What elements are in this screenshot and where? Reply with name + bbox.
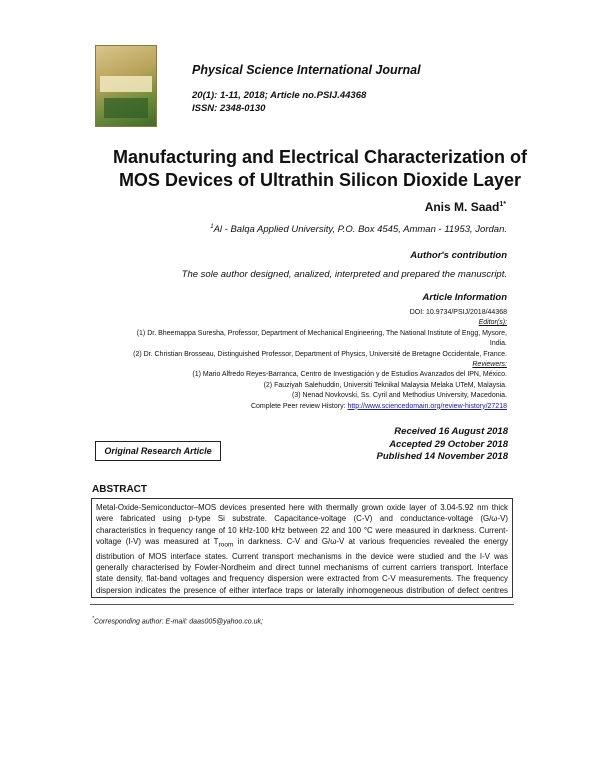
abstract-part: Metal-Oxide-Semiconductor–MOS devices presented here with thermally grown oxide layer of 3.04-5.92 nm thick were fabricated using p-type Si substrate. Capacitance-voltage (C-V) and conductance-voltage (G/ω-V) characteristics in frequency range of 10 kHz-100 kHz between 22 and 100 °C were measured in darkness. Current-voltage (I-V) was measured at <box>96 503 508 546</box>
received-date: Received 16 August 2018 <box>394 426 508 437</box>
article-dates <box>377 426 508 464</box>
affiliation-text: Al - Balqa Applied University, P.O. Box 4545, Amman - 11953, Jordan. <box>213 224 507 236</box>
abstract-heading: ABSTRACT <box>92 484 147 495</box>
article-info-heading: Article Information <box>422 292 507 303</box>
review-history <box>87 402 507 412</box>
abstract-part <box>141 597 413 598</box>
title-line-2: MOS Devices of Ultrathin Silicon Dioxide Layer <box>118 170 522 190</box>
footnote-text: Corresponding author: E-mail: daas005@yahoo.co.uk; <box>93 618 263 626</box>
issn-line: ISSN: 2348-0130 <box>192 103 266 114</box>
affiliation <box>210 224 507 235</box>
author <box>425 200 506 214</box>
journal-cover-thumbnail <box>95 45 157 127</box>
abstract-box <box>91 498 513 598</box>
article-type-badge: Original Research Article <box>95 441 221 461</box>
review-history-link[interactable]: http://www.sciencedomain.org/review-history/27218 <box>347 402 507 410</box>
contribution-text: The sole author designed, analized, interpreted and prepared the manuscript. <box>181 269 507 280</box>
title-line-1: Manufacturing and Electrical Characterization of <box>112 147 528 167</box>
volume-line: 20(1): 1-11, 2018; Article no.PSIJ.44368 <box>192 90 367 101</box>
abstract-part <box>96 597 508 598</box>
cover-image-band <box>104 98 148 118</box>
editor-1-cont: India. <box>489 340 507 348</box>
editor-1: (1) Dr. Bheemappa Suresha, Professor, Department of Mechanical Engineering, The National Institute of Engg, Mysore, <box>136 329 507 337</box>
contribution-heading: Author's contribution <box>410 250 507 261</box>
footnote <box>92 616 263 625</box>
footnote-divider <box>90 604 514 605</box>
review-history-label: Complete Peer review History: <box>250 402 348 410</box>
editor-2: (2) Dr. Christian Brosseau, Distinguished Professor, Department of Physics, Université de Bretagne Occidentale, France. <box>133 350 507 358</box>
cover-title-band <box>100 76 152 92</box>
published-date: Published 14 November 2018 <box>376 451 508 462</box>
footnote-marker: * <box>92 616 94 622</box>
journal-meta <box>192 89 366 115</box>
abstract-sub: room <box>218 541 234 549</box>
author-name: Anis M. Saad <box>424 200 500 214</box>
accepted-date: Accepted 29 October 2018 <box>389 438 508 450</box>
author-marker: 1* <box>499 201 506 208</box>
abstract-part: in darkness. C-V and G/ω-V at various frequencies revealed the energy distribution of MOS interface states. Current transport mechanisms in the device were studied and the I-V was generally characterised by Fowler-Nordheim and direct tunnel mechanisms of current carriers transport. Interface state density, flat-band voltages and frequency dispersion were extracted from C-V measurements. The frequency dispersion indicates the presence of either interface traps or laterally inhomogeneous distribution of defect centres <box>96 536 508 595</box>
abstract-text: Metal-Oxide-Semiconductor–MOS devices presented here with thermally grown oxide layer of 3.04-5.92 nm thick were fabricated using p-type Si substrate. Capacitance-voltage (C-V) and conductance-voltage (G/ω-V) characteristics in frequency range of 10 kHz-100 kHz between 22 and 100 °C were measured in darkness. Current-voltage (I-V) was measured at $T_{room}$ in darkness. C-V and G/ω-V at various frequencies revealed the energy distribution of MOS interface states. Current transport mechanisms in the device were studied and the I-V was generally characterised by Fowler-Nordheim and direct tunnel mechanisms of current carriers transport. Interface state density, flat-band voltages and frequency dispersion were extracted from C-V measurements. The frequency dispersion indicates the presence of either interface traps or laterally inhomogeneous distribution of defect centres <box>96 502 508 598</box>
reviewer-2: (2) Fauziyah Salehuddin, Universiti Teknikal Malaysia Melaka UTeM, Malaysia. <box>263 381 507 389</box>
reviewers-label: Reviewers: <box>472 361 507 369</box>
paper-title <box>60 146 580 192</box>
reviewer-3: (3) Nenad Novkovski, Ss. Cyril and Methodius University, Macedonia. <box>291 392 507 400</box>
journal-name: Physical Science International Journal <box>192 63 421 77</box>
doi: DOI: 10.9734/PSIJ/2018/44368 <box>409 309 507 316</box>
reviewer-1: (1) Mario Alfredo Reyes-Barranca, Centro de Investigación y de Estudios Avanzados del IPN, México. <box>192 371 507 379</box>
editors-label: Editor(s): <box>478 319 507 327</box>
article-info <box>87 308 507 412</box>
affiliation-marker: 1 <box>210 224 214 230</box>
